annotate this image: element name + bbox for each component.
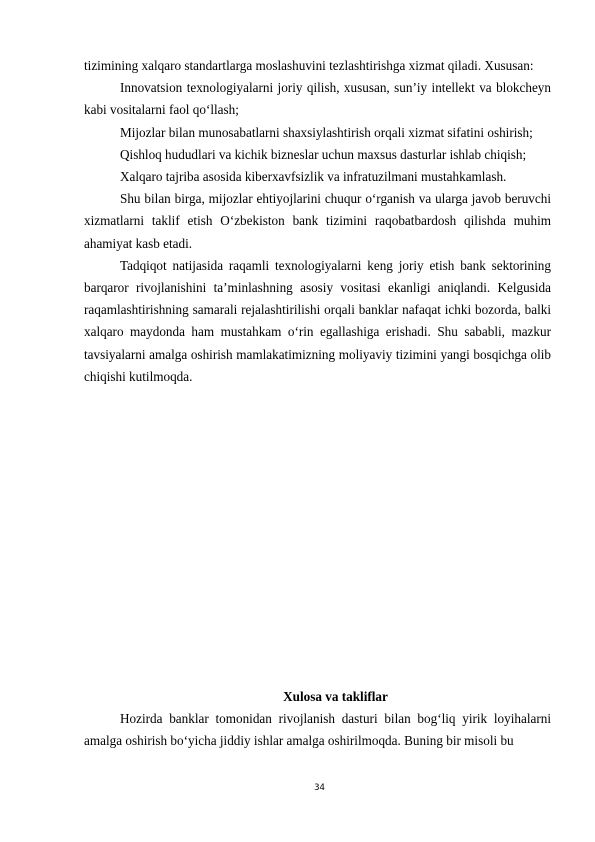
list-item-innovations: Innovatsion texnologiyalarni joriy qilish, xususan, sun’iy intellekt va blokcheyn kabi vositalarni faol qo‘llash;	[84, 80, 551, 118]
list-item-cybersecurity: Xalqaro tajriba asosida kiberxavfsizlik va infratuzilmani mustahkamlash.	[120, 169, 507, 185]
paragraph-research-results: Tadqiqot natijasida raqamli texnologiyalarni keng joriy etish bank sektorining barqaror rivojlanishini ta’minlashning asosiy vositasi ekanligi aniqlandi. Kelgusida raqamlashtirishning samarali rejalashtirilishi orqali banklar nafaqat ichki bozorda, balki xalqaro maydonda ham mustahkam o‘rin egallashiga erishadi. Shu sababli, mazkur tavsiyalarni amalga oshirish mamlakatimizning moliyaviy tizimini yangi bosqichga olib chiqishi kutilmoqda.	[84, 257, 551, 384]
section-heading: Xulosa va takliflar	[283, 689, 388, 704]
body-text-bottom	[84, 686, 551, 753]
paragraph-conclusion-start: Hozirda banklar tomonidan rivojlanish dasturi bilan bog‘liq yirik loyihalarni amalga oshirish bo‘yicha jiddiy ishlar amalga oshirilmoqda. Buning bir misoli bu	[84, 711, 551, 749]
list-item-rural-programs: Qishloq hududlari va kichik bizneslar uchun maxsus dasturlar ishlab chiqish;	[120, 146, 527, 162]
body-text-top	[84, 55, 551, 388]
list-item-personalization: Mijozlar bilan munosabatlarni shaxsiylashtirish orqali xizmat sifatini oshirish;	[120, 124, 533, 140]
page-number: 34	[314, 783, 325, 793]
paragraph-customer-needs: Shu bilan birga, mijozlar ehtiyojlarini chuqur o‘rganish va ularga javob beruvchi xizmatlarni taklif etish O‘zbekiston bank tizimini raqobatbardosh qilishda muhim ahamiyat kasb etadi.	[84, 191, 551, 251]
paragraph-continuation: tizimining xalqaro standartlarga moslashuvini tezlashtirishga xizmat qiladi. Xususan:	[84, 58, 534, 73]
